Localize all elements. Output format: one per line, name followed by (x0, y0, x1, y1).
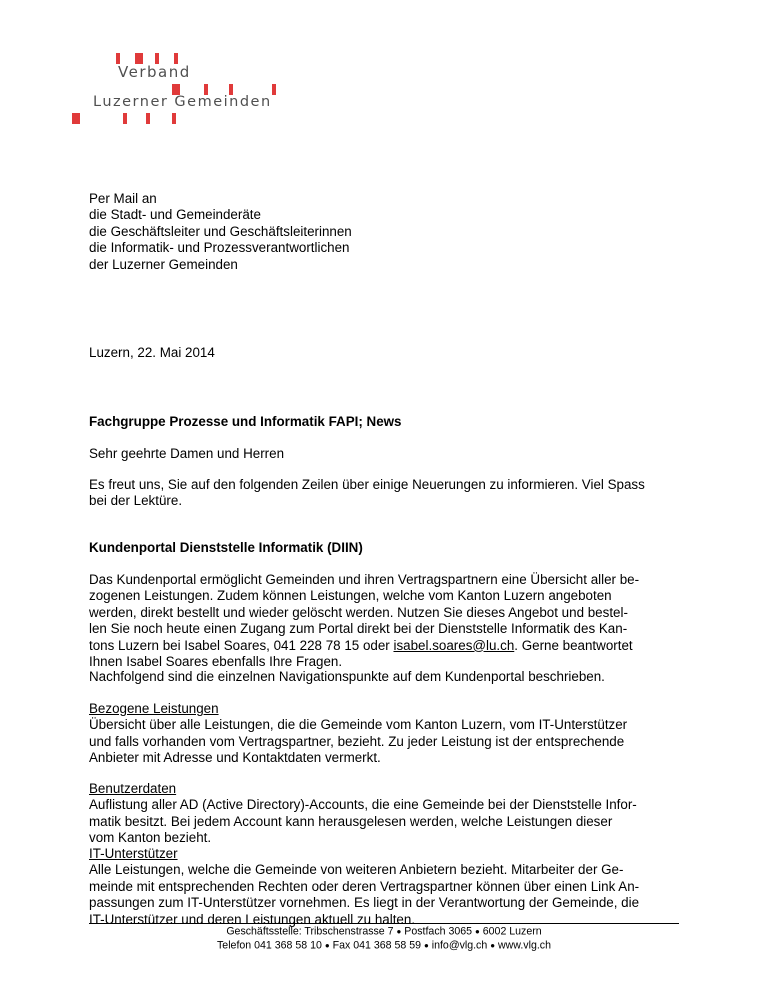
bullet-separator-icon: ● (474, 927, 480, 936)
footer-fax: Fax 041 368 58 59 (332, 939, 421, 952)
paragraph-line: len Sie noch heute einen Zugang zum Portal direkt bei der Dienststelle Informatik des Kan- (89, 621, 628, 637)
paragraph-line: Alle Leistungen, welche die Gemeinde von weiteren Anbietern bezieht. Mitarbeiter der Ge- (89, 862, 624, 878)
nav-item-title: Benutzerdaten (89, 781, 177, 796)
logo-mark (72, 113, 80, 124)
vlg-logo (0, 0, 300, 130)
logo-mark (272, 84, 276, 95)
footer-email[interactable]: info@vlg.ch (431, 939, 488, 952)
logo-mark (146, 113, 150, 124)
footer-city: 6002 Luzern (482, 925, 542, 938)
address-line: die Geschäftsleiter und Geschäftsleiterinnen (89, 223, 352, 239)
email-link[interactable]: isabel.soares@lu.ch (393, 637, 515, 653)
footer-address: Geschäftsstelle: Tribschenstrasse 7 (226, 925, 394, 938)
address-line: die Stadt- und Gemeinderäte (89, 207, 261, 223)
letter-date: Luzern, 22. Mai 2014 (89, 345, 215, 360)
nav-item-bezogene-leistungen (89, 701, 689, 767)
paragraph-line: Auflistung aller AD (Active Directory)-Accounts, die eine Gemeinde bei der Dienststelle Infor- (89, 797, 637, 813)
intro-paragraph: Es freut uns, Sie auf den folgenden Zeilen über einige Neuerungen zu informieren. Viel Spass bei der Lektüre. (89, 477, 645, 509)
footer-line-address (89, 925, 679, 939)
paragraph-line: passungen zum IT-Unterstützer vornehmen. Es liegt in der Verantwortung der Gemeinde, die (89, 895, 640, 911)
paragraph-line: meinde mit entsprechenden Rechten oder deren Vertragspartner können über einen Link An- (89, 878, 640, 894)
address-line: Per Mail an (89, 191, 157, 206)
paragraph-line: Übersicht über alle Leistungen, die die Gemeinde vom Kanton Luzern, vom IT-Unterstützer (89, 717, 628, 733)
paragraph-text: . Gerne beantwortet (514, 637, 633, 653)
paragraph-line: zogenen Leistungen. Zudem können Leistungen, welche vom Kanton Luzern angeboten (89, 588, 612, 604)
paragraph-line (89, 638, 689, 654)
paragraph-line: vom Kanton bezieht. (89, 830, 212, 846)
nav-item-benutzerdaten (89, 781, 689, 847)
logo-line-luzerner-gemeinden: Luzerner Gemeinden (93, 94, 272, 110)
bullet-separator-icon: ● (396, 927, 402, 936)
paragraph-line: Anbieter mit Adresse und Kontaktdaten vermerkt. (89, 750, 381, 766)
paragraph-line: und falls vorhanden vom Vertragspartner, bezieht. Zu jeder Leistung ist der entsprechende (89, 733, 625, 749)
address-line: die Informatik- und Prozessverantwortlichen (89, 240, 350, 256)
paragraph-line: Das Kundenportal ermöglicht Gemeinden und ihren Vertragspartnern eine Übersicht aller be- (89, 572, 640, 587)
address-line: der Luzerner Gemeinden (89, 256, 238, 272)
nav-item-it-unterstuetzer (89, 846, 689, 928)
nav-item-title: IT-Unterstützer (89, 846, 178, 861)
section-heading: Kundenportal Dienststelle Informatik (DIIN) (89, 540, 363, 555)
logo-line-verband: Verband (118, 63, 191, 81)
navigation-intro: Nachfolgend sind die einzelnen Navigationspunkte auf dem Kundenportal beschrieben. (89, 669, 605, 684)
footer-postfach: Postfach 3065 (404, 925, 473, 938)
paragraph-line: IT-Unterstützer und deren Leistungen aktuell zu halten. (89, 911, 416, 927)
bullet-separator-icon: ● (490, 941, 496, 951)
paragraph-line: Ihnen Isabel Soares ebenfalls Ihre Fragen. (89, 654, 343, 670)
letter-footer (89, 923, 679, 953)
logo-mark (123, 113, 127, 124)
footer-phone: Telefon 041 368 58 10 (217, 939, 322, 952)
letter-subject: Fachgruppe Prozesse und Informatik FAPI; News (89, 414, 402, 429)
salutation: Sehr geehrte Damen und Herren (89, 446, 285, 461)
bullet-separator-icon: ● (423, 941, 429, 951)
recipient-address (89, 191, 689, 273)
nav-item-title: Bezogene Leistungen (89, 701, 219, 716)
footer-website[interactable]: www.vlg.ch (498, 939, 551, 952)
logo-mark (172, 113, 176, 124)
footer-line-contact (89, 939, 679, 953)
bullet-separator-icon: ● (324, 941, 330, 951)
paragraph-line: matik besitzt. Bei jedem Account kann herausgelesen werden, welche Leistungen dieser (89, 813, 613, 829)
paragraph-line: werden, direkt bestellt und wieder gelöscht werden. Nutzen Sie dieses Angebot und bestel- (89, 604, 628, 620)
paragraph-text: tons Luzern bei Isabel Soares, 041 228 78 15 oder (89, 637, 394, 653)
portal-description (89, 572, 689, 670)
